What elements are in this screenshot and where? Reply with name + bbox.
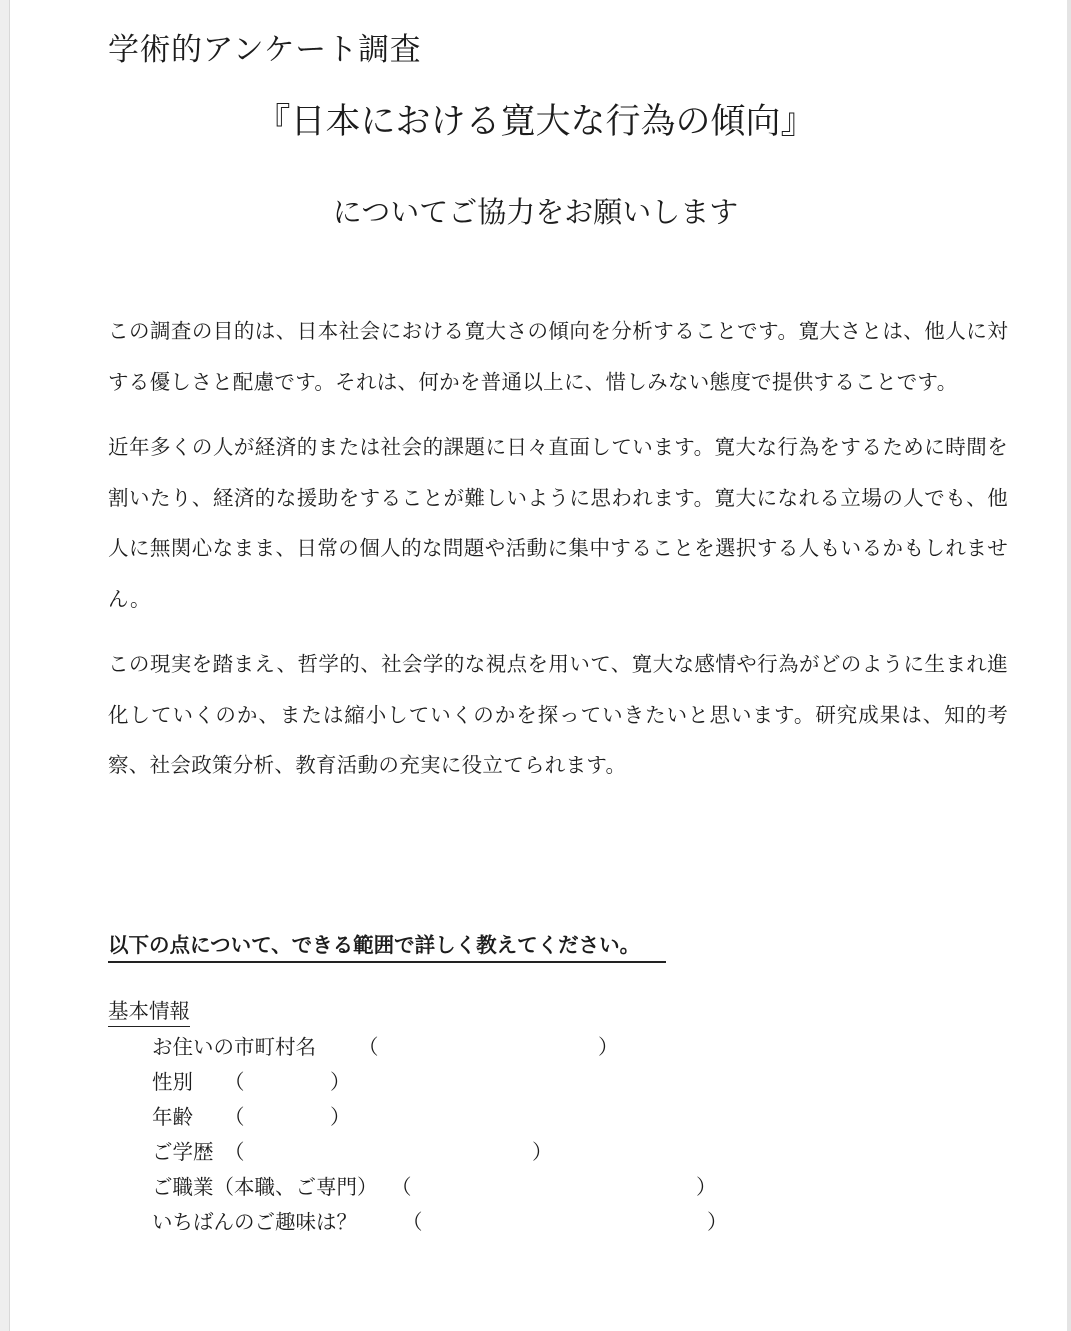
residence-field-open-paren: （ [358,1035,379,1059]
basic-info-heading: 基本情報 [108,997,190,1027]
education-field-close-paren: ） [532,1140,553,1164]
page-title: 『日本における寛大な行為の傾向』 [255,102,816,142]
gender-field-label: 性別 [152,1070,193,1094]
hobby-field-open-paren: （ [402,1210,423,1234]
residence-field-label: お住いの市町村名 [152,1035,316,1059]
occupation-field-open-paren: （ [391,1175,412,1199]
residence-field-close-paren: ） [598,1035,619,1059]
intro-paragraph-2: 近年多くの人が経済的または社会的課題に日々直面しています。寛大な行為をするために時間を割いたり、経済的な援助をすることが難しいように思われます。寛大になれる立場の人でも、他人に無関心なまま、日常の個人的な問題や活動に集中することを選択する人もいるかもしれません。 [108,435,1008,611]
education-field-label: ご学歴 [152,1140,214,1164]
intro-paragraph-1: この調査の目的は、日本社会における寛大さの傾向を分析することです。寛大さとは、他人に対する優しさと配慮です。それは、何かを普通以上に、惜しみない態度で提供することです。 [108,319,1008,394]
age-field-label: 年齢 [152,1105,193,1129]
hobby-field-close-paren: ） [707,1210,728,1234]
age-field-close-paren: ） [330,1105,351,1129]
page-subtitle: についてご協力をお願いします [332,195,739,229]
hobby-field-label: いちばんのご趣味は？ [152,1210,357,1234]
survey-label: 学術的アンケート調査 [108,32,422,68]
gender-field-open-paren: （ [224,1070,245,1094]
intro-paragraph-3: この現実を踏まえ、哲学的、社会学的な視点を用いて、寛大な感情や行為がどのように生まれ進化していくのか、または縮小していくのかを探っていきたいと思います。研究成果は、知的考察、社会政策分析、教育活動の充実に役立てられます。 [108,652,1008,777]
education-field-open-paren: （ [224,1140,245,1164]
gender-field-close-paren: ） [330,1070,351,1094]
intro-text [108,306,1008,806]
age-field-open-paren: （ [224,1105,245,1129]
occupation-field-label: ご職業（本職、ご専門） [152,1175,378,1199]
occupation-field-close-paren: ） [696,1175,717,1199]
instruction-heading: 以下の点について、できる範囲で詳しく教えてください。 [108,930,666,963]
